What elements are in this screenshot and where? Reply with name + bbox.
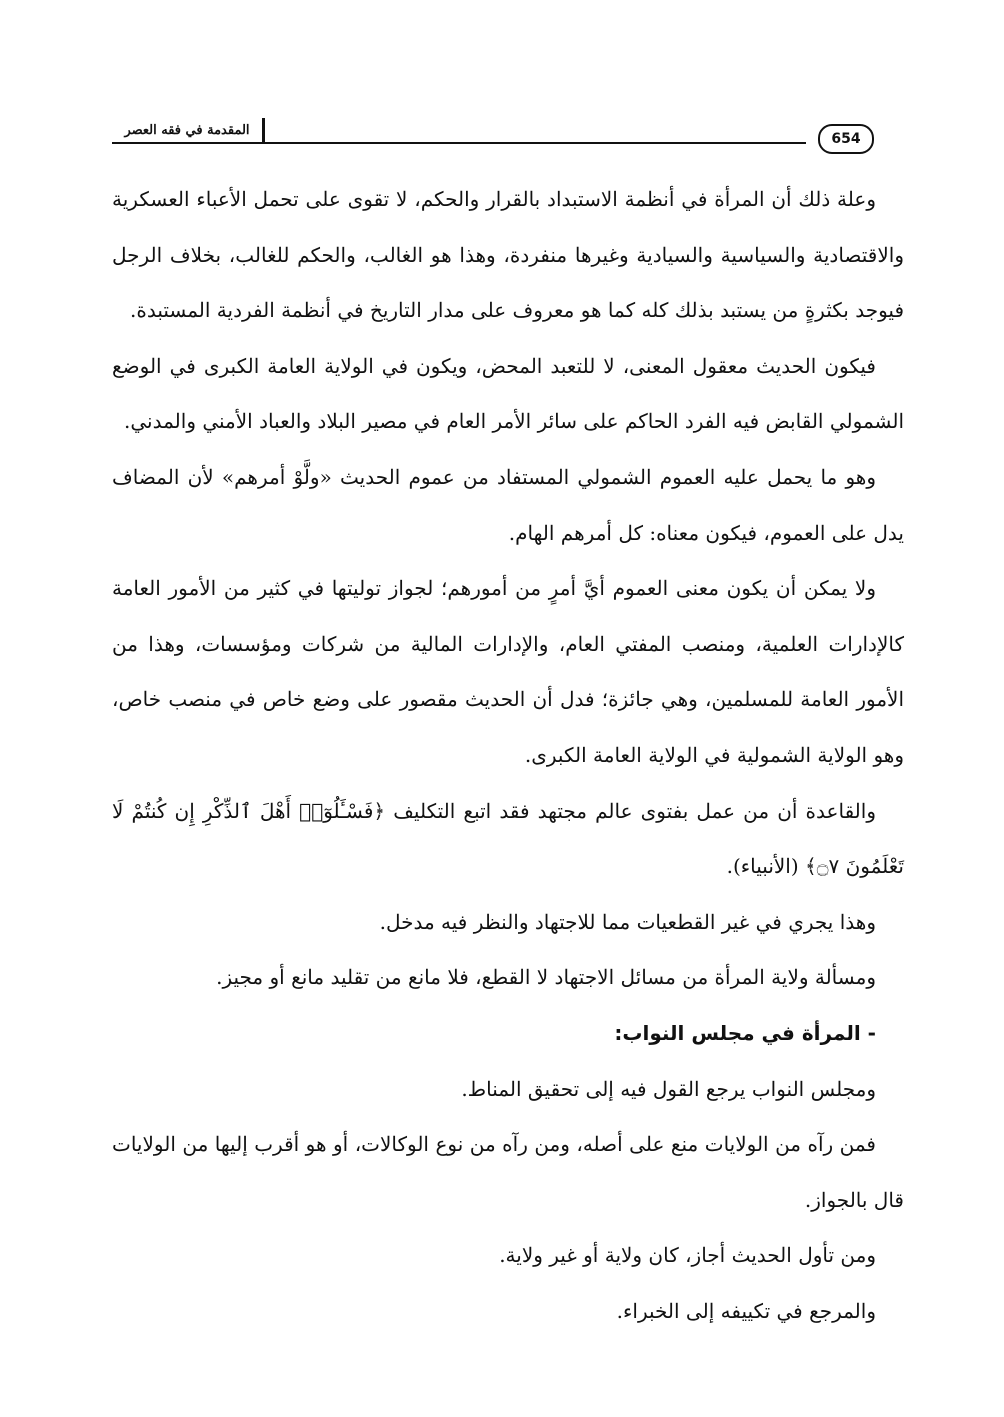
- paragraph-3: وهو ما يحمل عليه العموم الشمولي المستفاد من عموم الحديث «ولَّوْ أمرهم» لأن المضاف يدل على العموم، فيكون معناه: كل أمرهم الهام.: [112, 464, 904, 545]
- book-title: المقدمة في فقه العصر: [112, 120, 264, 144]
- page-header: [112, 112, 904, 152]
- paragraph-10: ومن تأول الحديث أجاز، كان ولاية أو غير ولاية.: [499, 1243, 876, 1268]
- page-number: 654: [818, 124, 874, 154]
- header-rule: [264, 142, 806, 144]
- paragraph-9: فمن رآه من الولايات منع على أصله، ومن رآه من نوع الوكالات، أو هو أقرب إليها من الولايات قال بالجواز.: [112, 1132, 904, 1212]
- book-title-divider: [262, 118, 265, 144]
- paragraph-11: والمرجع في تكييفه إلى الخبراء.: [616, 1298, 876, 1323]
- paragraph-8: ومجلس النواب يرجع القول فيه إلى تحقيق المناط.: [461, 1076, 876, 1101]
- paragraph-2: فيكون الحديث معقول المعنى، لا للتعبد المحض، ويكون في الولاية العامة الكبرى في الوضع الشمولي القابض فيه الفرد الحاكم على سائر الأمر العام في مصير البلاد والعباد الأمني والمدني.: [112, 353, 904, 434]
- page-body: [112, 172, 904, 1339]
- paragraph-1: وعلة ذلك أن المرأة في أنظمة الاستبداد بالقرار والحكم، لا تقوى على تحمل الأعباء العسكرية والاقتصادية والسياسية والسيادية وغيرها منفردة، وهذا هو الغالب، والحكم للغالب، بخلاف الرجل فيوجد بكثرةٍ من يستبد بذلك كله كما هو معروف على مدار التاريخ في أنظمة الفردية المستبدة.: [112, 187, 904, 323]
- paragraph-4: ولا يمكن أن يكون معنى العموم أيَّ أمرٍ من أمورهم؛ لجواز توليتها في كثير من الأمور العامة كالإدارات العلمية، ومنصب المفتي العام، والإدارات المالية من شركات ومؤسسات، وهذا من الأمور العامة للمسلمين، وهي جائزة؛ فدل أن الحديث مقصور على وضع خاص في منصب خاص، وهو الولاية الشمولية في الولاية العامة الكبرى.: [112, 576, 904, 767]
- paragraph-7: ومسألة ولاية المرأة من مسائل الاجتهاد لا القطع، فلا مانع من تقليد مانع أو مجيز.: [216, 965, 876, 990]
- paragraph-5-quran-citation: والقاعدة أن من عمل بفتوى عالم مجتهد فقد اتبع التكليف ﴿فَسْـَٔلُوٓا۟ أَهْلَ ٱلذِّكْرِ إِن كُنتُمْ لَا تَعْلَمُونَ ۝٧﴾ (الأنبياء).: [112, 798, 904, 879]
- section-heading: - المرأة في مجلس النواب:: [614, 1020, 876, 1045]
- paragraph-6: وهذا يجري في غير القطعيات مما للاجتهاد والنظر فيه مدخل.: [379, 909, 876, 934]
